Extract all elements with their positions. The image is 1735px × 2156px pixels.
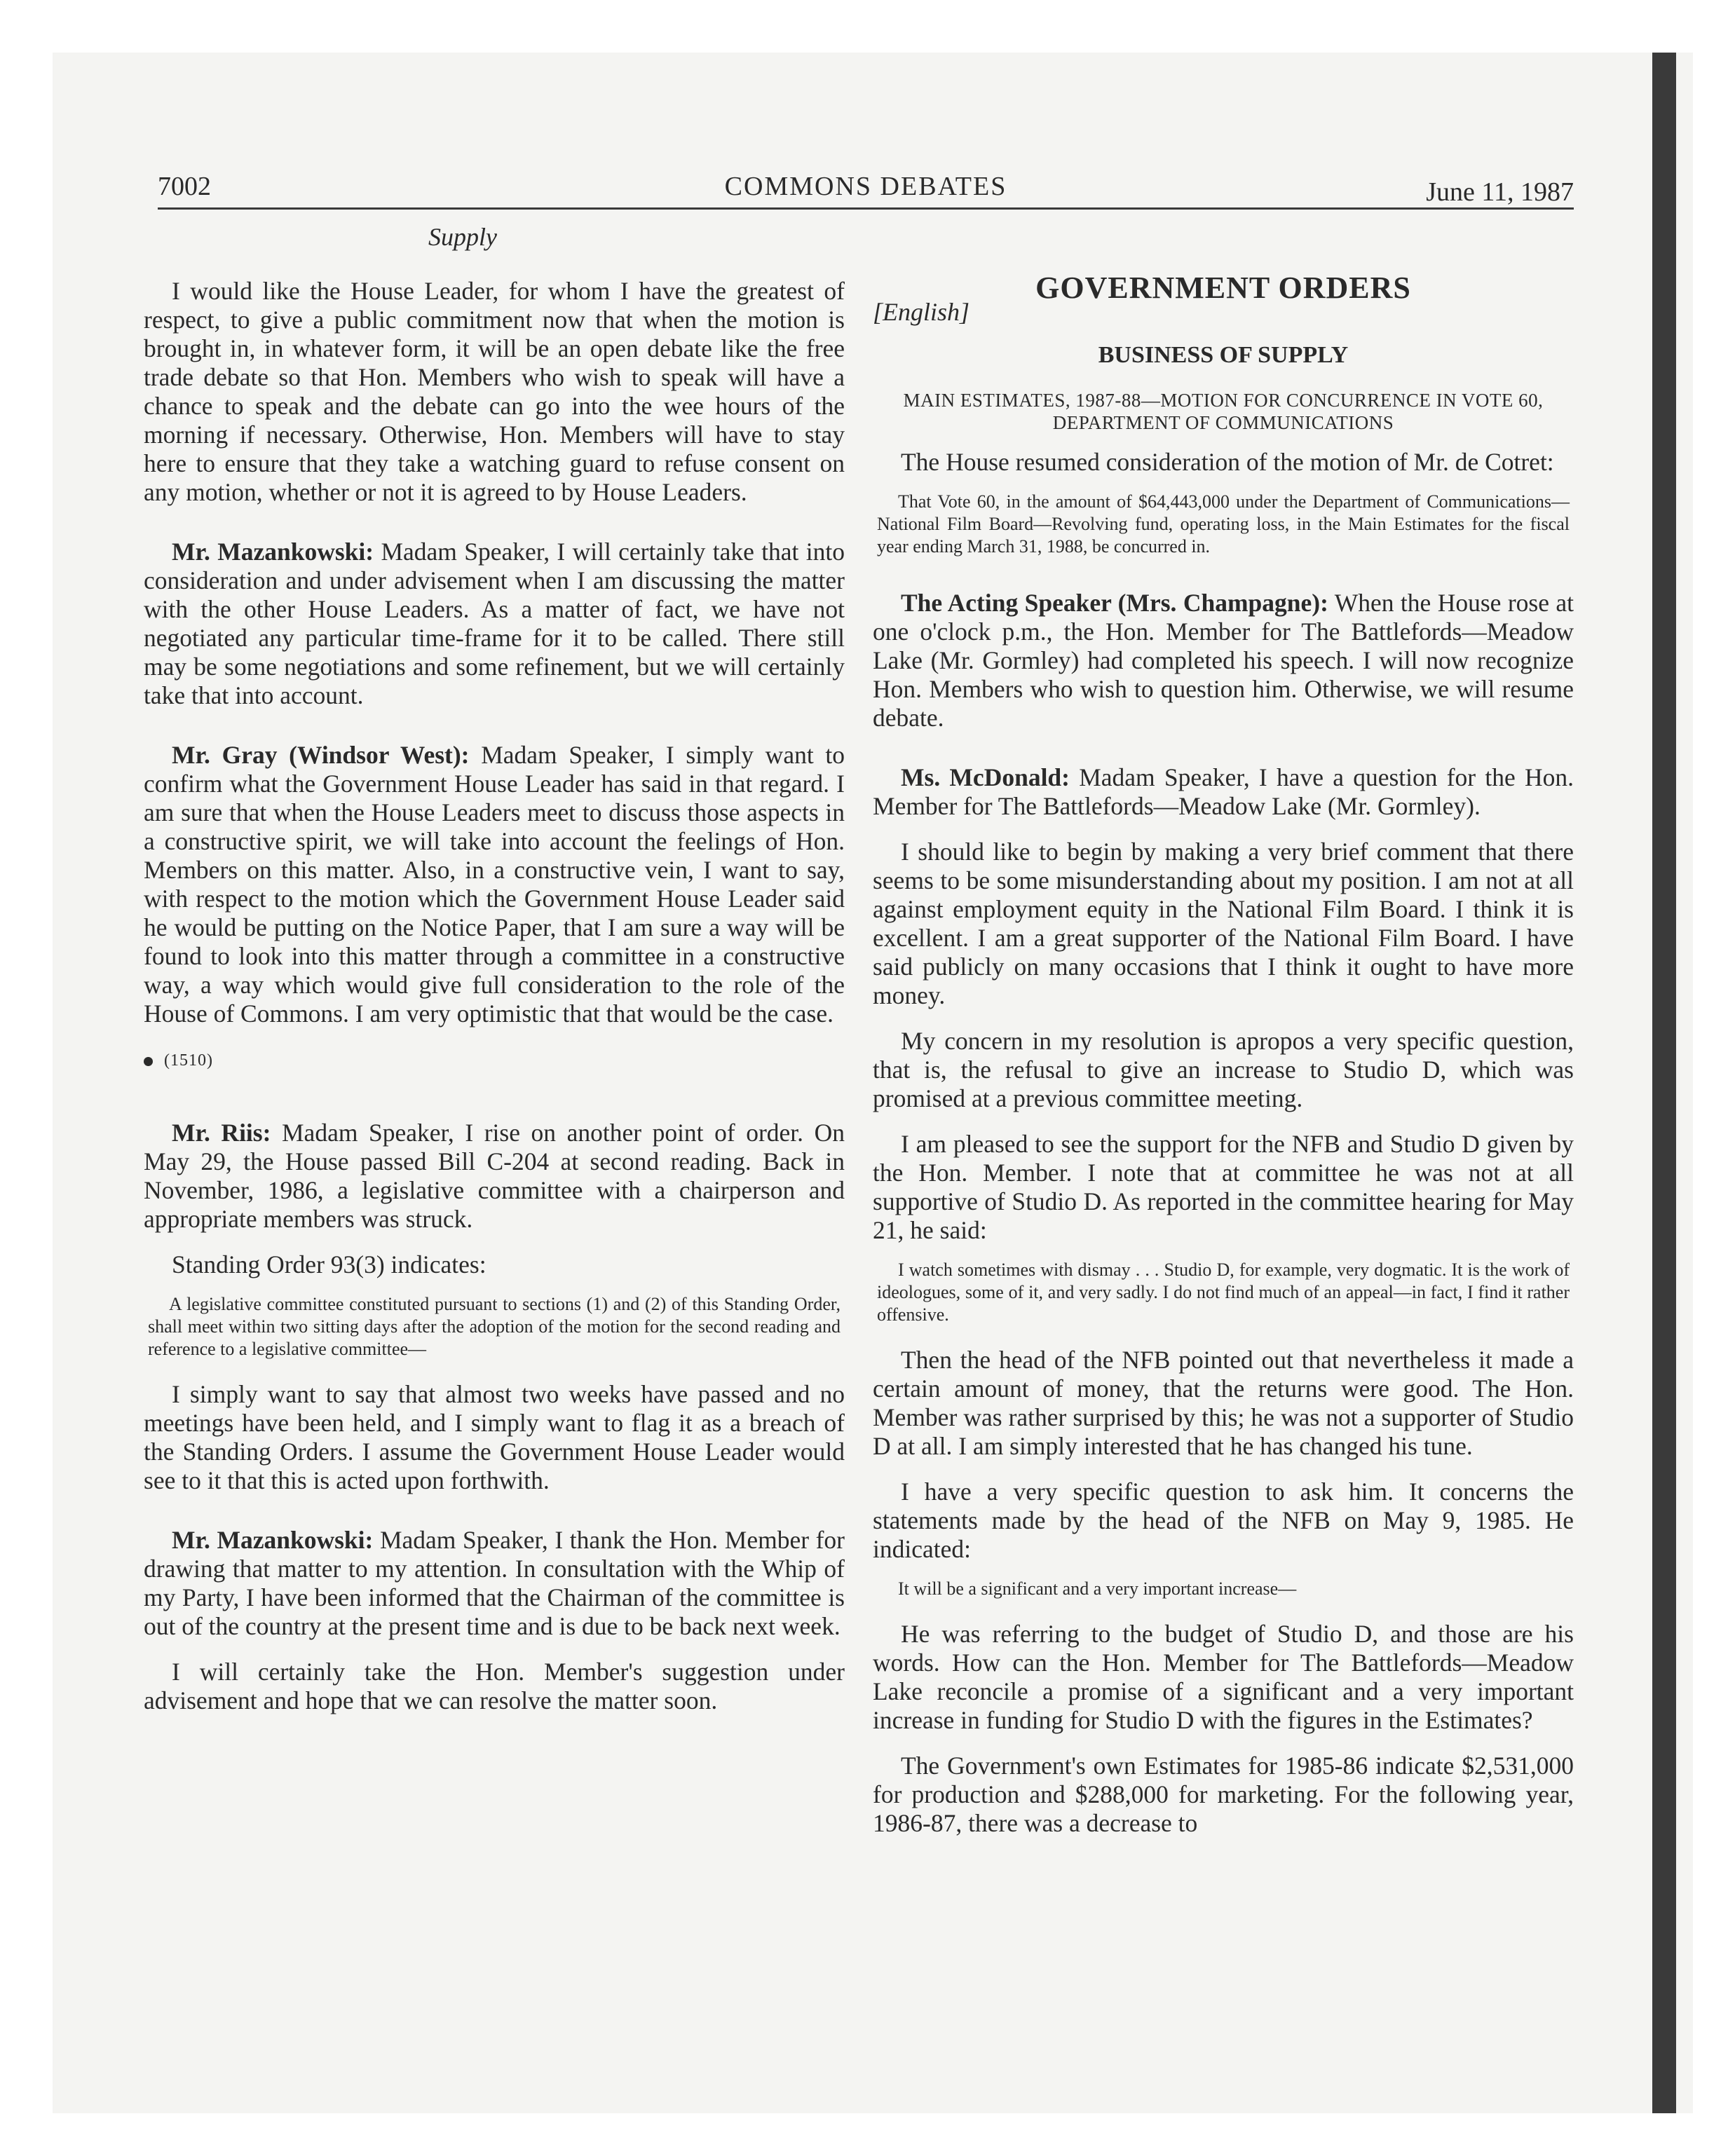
- speech-text: When the House rose at one o'clock p.m., the Hon. Member for The Battlefords—Meadow Lake (Mr. Gormley) had completed his speech. I will now recognize Hon. Members who wish to question him. Otherwise, we will resume debate.: [873, 589, 1574, 732]
- speaker-name: Ms. McDonald:: [901, 763, 1070, 791]
- speech-text: Madam Speaker, I have a question for the Hon. Member for The Battlefords—Meadow Lake (Mr. Gormley).: [873, 763, 1574, 820]
- page-header: [158, 167, 1574, 210]
- paragraph: [144, 1119, 845, 1234]
- left-column: [144, 223, 845, 1732]
- speech-text: Madam Speaker, I thank the Hon. Member for drawing that matter to my attention. In consultation with the Whip of my Party, I have been informed that the Chairman of the committee is out of the country at the present time and is due to be back next week.: [144, 1526, 845, 1640]
- running-head: Supply: [428, 223, 497, 251]
- paragraph: My concern in my resolution is apropos a very specific question, that is, the refusal to give an increase to Studio D, which was promised at a previous committee meeting.: [873, 1027, 1574, 1112]
- paragraph: I should like to begin by making a very brief comment that there seems to be some misunderstanding about my position. I am not at all against employment equity in the National Film Board. I think it is excellent. I am a great supporter of the National Film Board. I have said publicly on many occasions that I think it ought to have more money.: [873, 838, 1574, 1009]
- right-column: [873, 223, 1574, 1855]
- paragraph: Then the head of the NFB pointed out that nevertheless it made a certain amount of money, that the returns were good. The Hon. Member was rather surprised by this; he was not a supporter of Studio D at all. I am simply interested that he has changed his tune.: [873, 1346, 1574, 1460]
- language-marker: [English]: [873, 298, 970, 326]
- paragraph: Standing Order 93(3) indicates:: [172, 1250, 487, 1278]
- speech-text: Madam Speaker, I rise on another point of order. On May 29, the House passed Bill C-204 at second reading. Back in November, 1986, a legislative committee with a chairperson and appropriate members was struck.: [144, 1119, 845, 1233]
- speech-text: Madam Speaker, I simply want to confirm what the Government House Leader has said in that regard. I am sure that when the House Leaders meet to discuss those aspects in a constructive spirit, we will take into account the feelings of Hon. Members on this matter. Also, in a constructive vein, I want to say, with respect to the motion which the Government House Leader said he would be putting on the Notice Paper, that I am sure a way will be found to look into this matter through a committee in a constructive way, a way which would give full consideration to the role of the House of Commons. I am very optimistic that that would be the case.: [144, 741, 845, 1028]
- speech-text: Madam Speaker, I will certainly take that into consideration and under advisement when I am discussing the matter with the other House Leaders. As a matter of fact, we have not negotiated any particular time-frame for it to be called. There still may be some negotiations and some refinement, but we will certainly take that into account.: [144, 538, 845, 709]
- block-quote: A legislative committee constituted pursuant to sections (1) and (2) of this Standing Order, shall meet within two sitting days after the adoption of the motion for the second reading and reference to a legislative committee—: [148, 1294, 841, 1359]
- speaker-name: Mr. Mazankowski:: [172, 1526, 374, 1554]
- paragraph: The House resumed consideration of the motion of Mr. de Cotret:: [901, 448, 1554, 476]
- paragraph: [873, 763, 1574, 821]
- publication-date: June 11, 1987: [1426, 177, 1574, 207]
- bullet-icon: [144, 1057, 153, 1066]
- paragraph: I would like the House Leader, for whom I have the greatest of respect, to give a public commitment now that when the motion is brought in, in whatever form, it will be an open debate like the free trade debate so that Hon. Members who wish to speak will have a chance to speak and the debate can go into the wee hours of the morning if necessary. Otherwise, Hon. Members will have to stay here to ensure that they take a watching guard to refuse consent on any motion, whether or not it is agreed to by House Leaders.: [144, 277, 845, 506]
- paragraph: I simply want to say that almost two weeks have passed and no meetings have been held, and I simply want to flag it as a breach of the Standing Orders. I assume the Government House Leader would see to it that this is acted upon forthwith.: [144, 1380, 845, 1494]
- timestamp: [144, 1046, 845, 1075]
- timestamp-text: (1510): [164, 1051, 213, 1070]
- paragraph: I have a very specific question to ask him. It concerns the statements made by the head of the NFB on May 9, 1985. He indicated:: [873, 1478, 1574, 1563]
- block-quote: I watch sometimes with dismay . . . Studio D, for example, very dogmatic. It is the work of ideologues, some of it, and very sadly. I do not find much of an appeal—in fact, I find it rather offensive.: [877, 1260, 1570, 1325]
- speaker-name: The Acting Speaker (Mrs. Champagne):: [901, 589, 1328, 617]
- paragraph: He was referring to the budget of Studio D, and those are his words. How can the Hon. Member for The Battlefords—Meadow Lake reconcile a promise of a significant and a very important increase in funding for Studio D with the figures in the Estimates?: [873, 1620, 1574, 1734]
- paragraph: I will certainly take the Hon. Member's suggestion under advisement and hope that we can resolve the matter soon.: [144, 1658, 845, 1714]
- paragraph: [144, 1526, 845, 1641]
- motion-heading: MAIN ESTIMATES, 1987-88—MOTION FOR CONCURRENCE IN VOTE 60, DEPARTMENT OF COMMUNICATIONS: [903, 390, 1544, 433]
- paragraph: [144, 741, 845, 1028]
- speaker-name: Mr. Gray (Windsor West):: [172, 741, 470, 769]
- publication-title: COMMONS DEBATES: [724, 172, 1007, 201]
- section-title: GOVERNMENT ORDERS: [1035, 271, 1411, 305]
- speaker-name: Mr. Mazankowski:: [172, 538, 374, 566]
- scan-edge-shadow: [1652, 53, 1676, 2113]
- page-number: 7002: [158, 172, 211, 201]
- subsection-title: BUSINESS OF SUPPLY: [1098, 342, 1349, 368]
- paragraph: [873, 589, 1574, 732]
- paragraph: [144, 538, 845, 710]
- block-quote: It will be a significant and a very important increase—: [898, 1578, 1297, 1599]
- block-quote: That Vote 60, in the amount of $64,443,000 under the Department of Communications—National Film Board—Revolving fund, operating loss, in the Main Estimates for the fiscal year ending March 31, 1988, be concurred in.: [877, 491, 1570, 557]
- speaker-name: Mr. Riis:: [172, 1119, 271, 1147]
- paragraph: The Government's own Estimates for 1985-86 indicate $2,531,000 for production and $288,000 for marketing. For the following year, 1986-87, there was a decrease to: [873, 1752, 1574, 1837]
- paragraph: I am pleased to see the support for the NFB and Studio D given by the Hon. Member. I note that at committee he was not at all supportive of Studio D. As reported in the committee hearing for May 21, he said:: [873, 1130, 1574, 1244]
